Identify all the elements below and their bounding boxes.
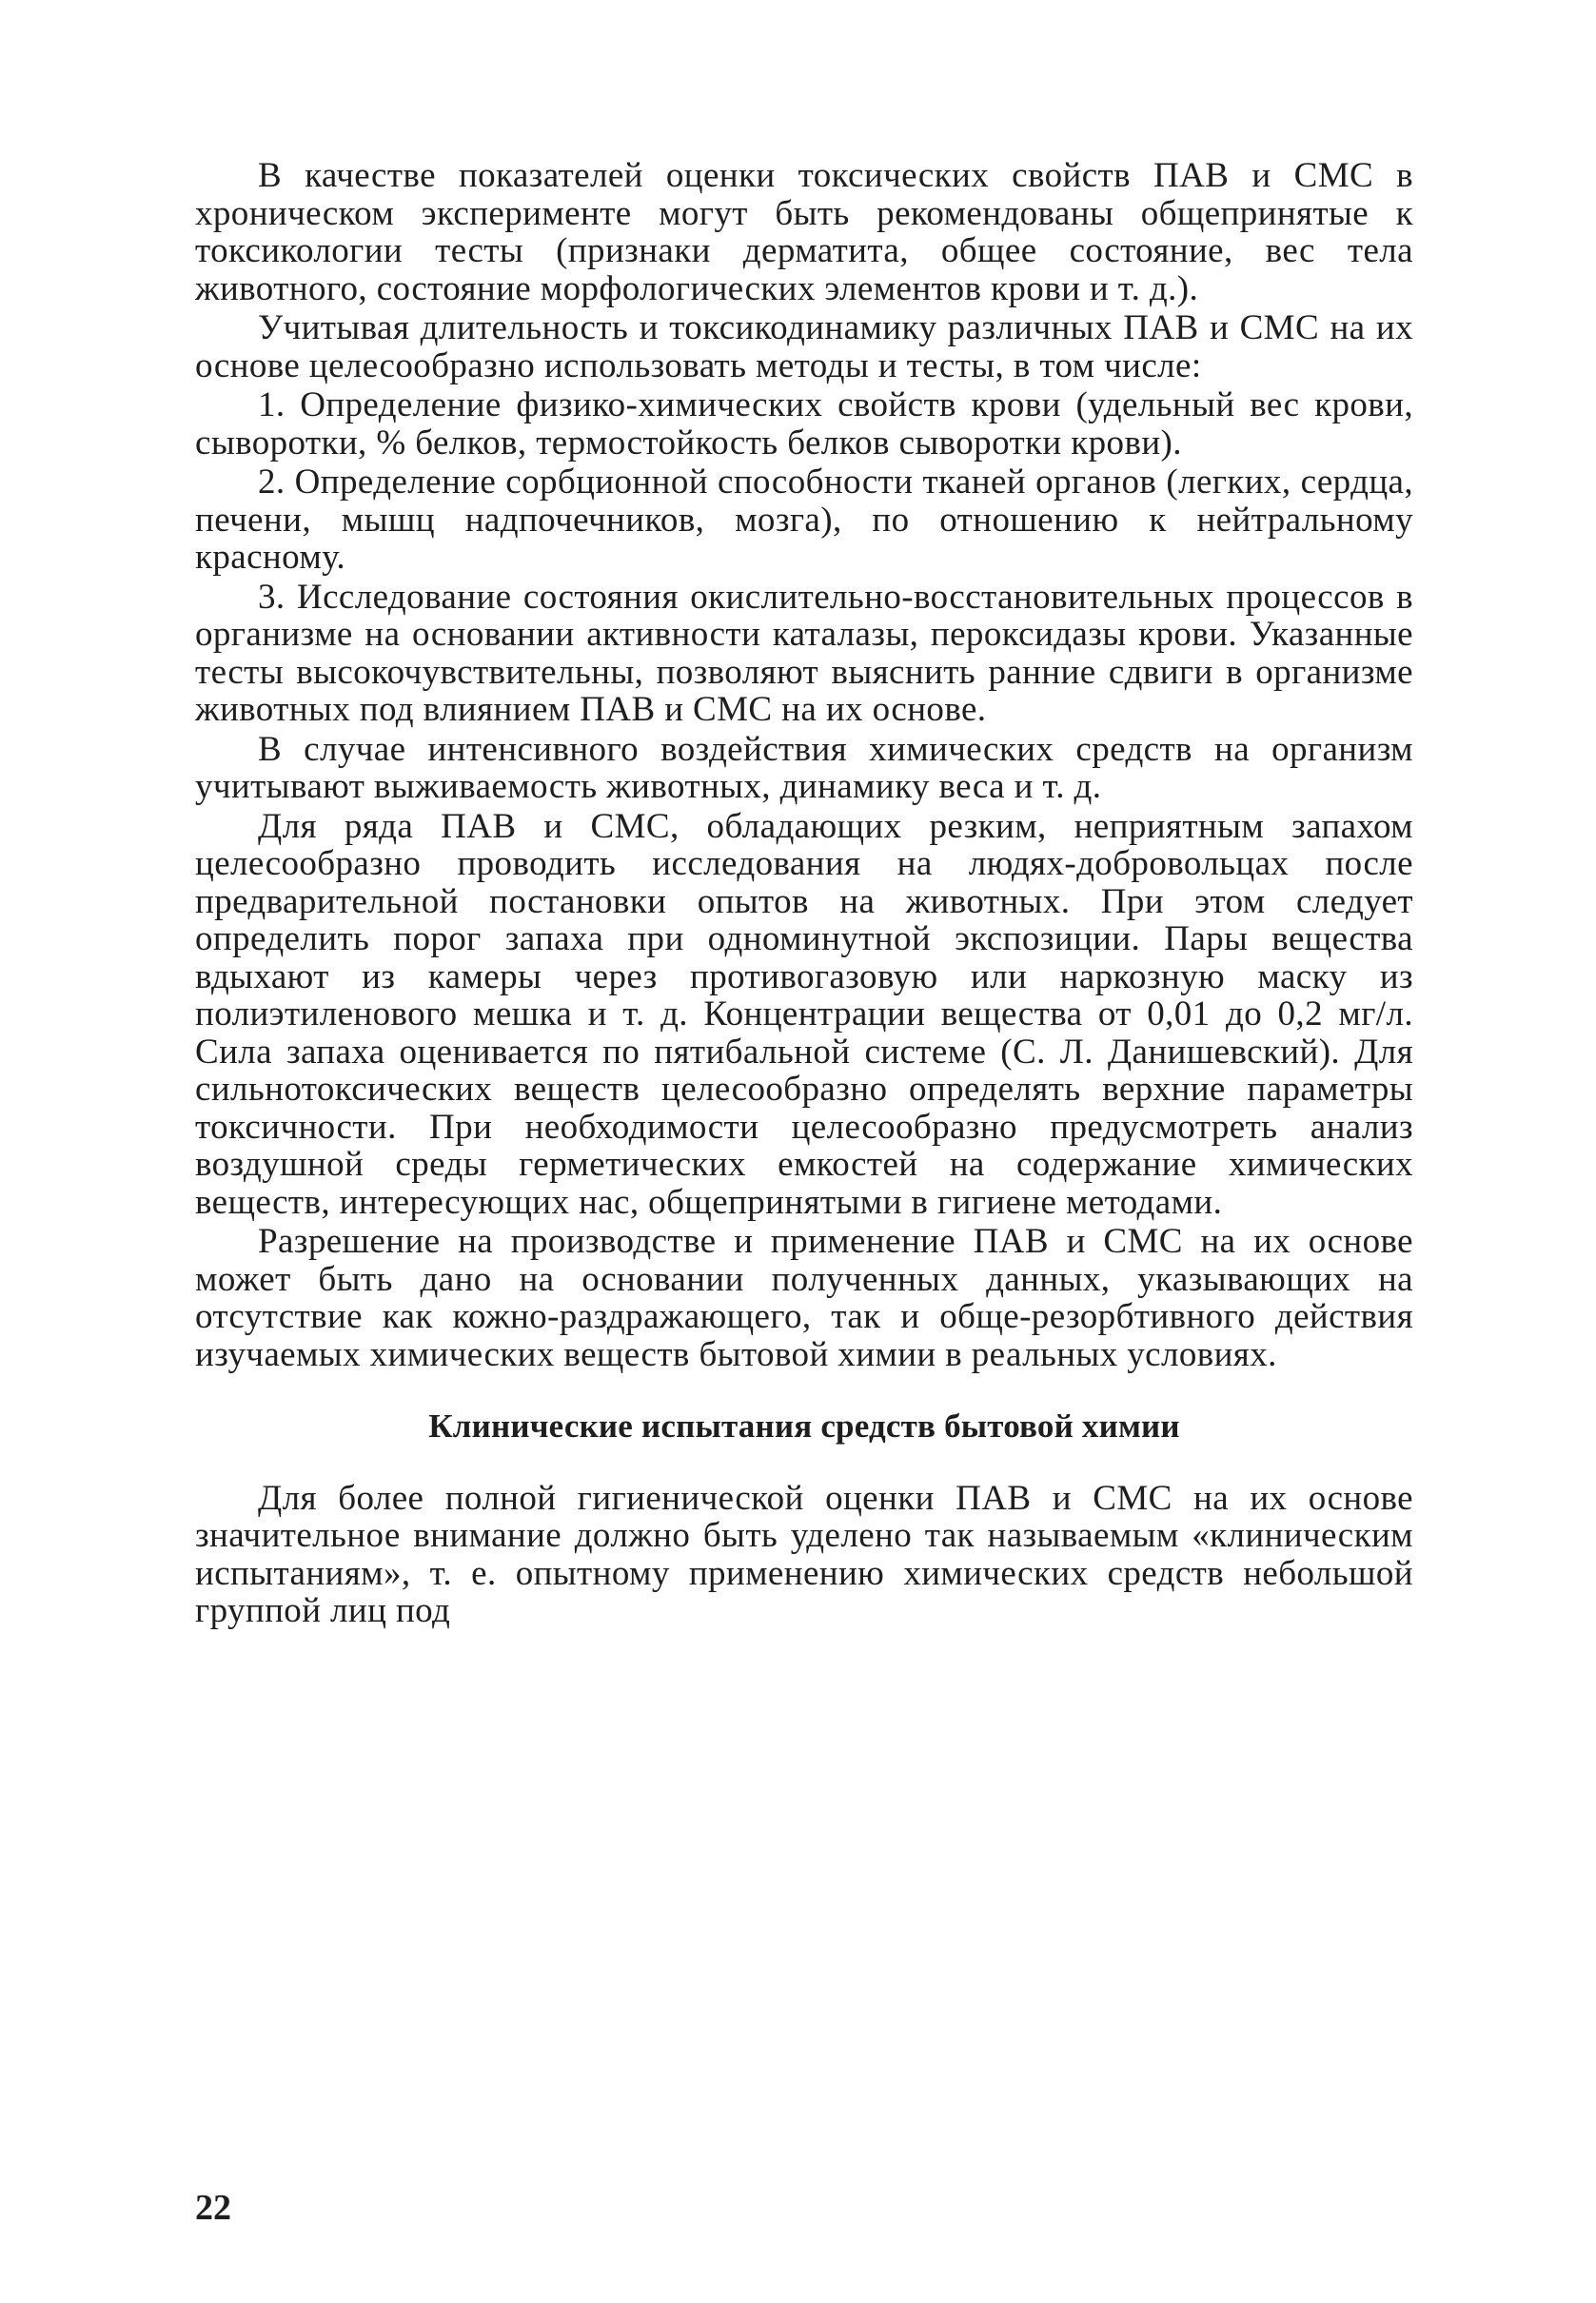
page-number: 22 [195, 2188, 231, 2228]
paragraph-odor-testing: Для ряда ПАВ и СМС, обладающих резким, неприятным запахом целесообразно проводить исследования на людях-добровольцах после предварительной постановки опытов на животных. При этом следует определить порог запаха при одноминутной экспозиции. Пары вещества вдыхают из камеры через противогазовую или наркозную маску из полиэтиленового мешка и т. д. Концентрации вещества от 0,01 до 0,2 мг/л. Сила запаха оценивается по пятибальной системе (С. Л. Данишевский). Для сильнотоксических веществ целесообразно определять верхние параметры токсичности. При необходимости целесообразно предусмотреть анализ воздушной среды герметических емкостей на содержание химических веществ, интересующих нас, общепринятыми в гигиене методами. [195, 806, 1413, 1222]
paragraph-methods-intro: Учитывая длительность и токсикодинамику различных ПАВ и СМС на их основе целесообразно использовать методы и тесты, в том числе: [195, 308, 1413, 385]
section-heading: Клинические испытания средств бытовой химии [428, 1407, 1180, 1445]
list-item-redox: 3. Исследование состояния окислительно-восстановительных процессов в организме на основании активности каталазы, пероксидазы крови. Указанные тесты высокочувствительны, позволяют выяснить ранние сдвиги в организме животных под влиянием ПАВ и СМС на их основе. [195, 577, 1413, 729]
page-body [195, 157, 1413, 1630]
list-item-sorption: 2. Определение сорбционной способности тканей органов (легких, сердца, печени, мышц надпочечников, мозга), по отношению к нейтральному красному. [195, 463, 1413, 577]
paragraph-clinical-trials: Для более полной гигиенической оценки ПАВ и СМС на их основе значительное внимание должно быть уделено так называемым «клиническим испытаниям», т. е. опытному применению химических средств небольшой группой лиц под [195, 1478, 1413, 1630]
list-item-blood-properties: 1. Определение физико-химических свойств крови (удельный вес крови, сыворотки, % белков, термостойкость белков сыворотки крови). [195, 385, 1413, 463]
paragraph-toxicity-indicators: В качестве показателей оценки токсических свойств ПАВ и СМС в хроническом эксперименте могут быть рекомендованы общепринятые к токсикологии тесты (признаки дерматита, общее состояние, вес тела животного, состояние морфологических элементов крови и т. д.). [195, 156, 1413, 308]
paragraph-permission: Разрешение на производстве и применение ПАВ и СМС на их основе может быть дано на основании полученных данных, указывающих на отсутствие как кожно-раздражающего, так и обще-резорбтивного действия изучаемых химических веществ бытовой химии в реальных условиях. [195, 1222, 1413, 1374]
paragraph-intensive-exposure: В случае интенсивного воздействия химических средств на организм учитывают выживаемость животных, динамику веса и т. д. [195, 729, 1413, 806]
